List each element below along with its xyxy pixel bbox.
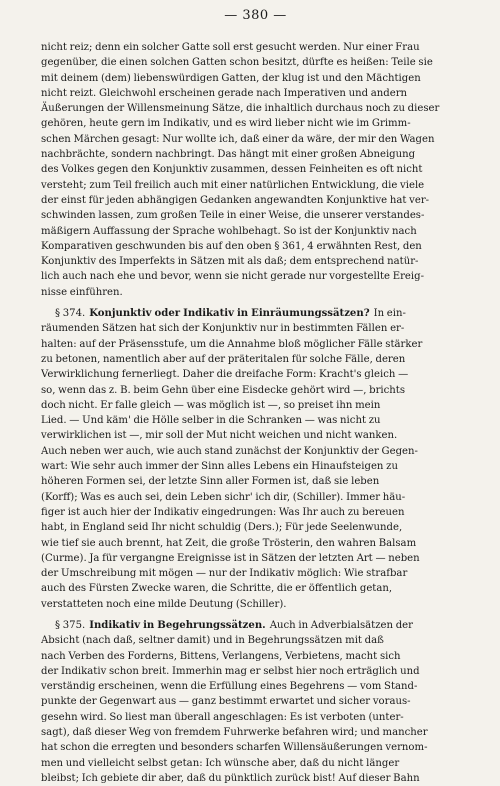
section-title: Indikativ in Begehrungssätzen. <box>89 619 266 631</box>
text-line: höheren Formen sei, der letzte Sinn aller Formen ist, daß sie leben <box>41 476 380 488</box>
text-fragment: In ein- <box>373 308 406 320</box>
text-line: Konjunktiv des Imperfekts in Sätzen mit als daß; dem entsprechend natür- <box>41 256 419 268</box>
text-line: Auch neben wer auch, wie auch stand zunächst der Konjunktiv der Gegen- <box>41 445 418 457</box>
text-line: nicht reizt. Gleichwohl erscheinen gerade nach Imperativen und andern <box>41 87 408 99</box>
text-line: sagt), daß dieser Weg von fremdem Fuhrwerke befahren wird; und mancher <box>41 727 428 739</box>
text-line: Absicht (nach daß, seltner damit) und in Begehrungssätzen mit daß <box>41 635 384 647</box>
text-line: schen Märchen gesagt: Nur wollte ich, daß einer da wäre, der mir den Wagen <box>41 133 435 145</box>
text-line: nisse einführen. <box>41 286 123 298</box>
paragraph-intro <box>41 40 470 300</box>
text-line: halten: auf der Präsensstufe, um die Annahme bloß möglicher Fälle stärker <box>41 338 423 350</box>
text-line: zu betonen, namentlich aber auf der präteritalen für solche Fälle, deren <box>41 353 406 365</box>
text-line: nachbrächte, sondern nachbringt. Das hängt mit einer großen Abneigung <box>41 149 416 161</box>
text-line: des Volkes gegen den Konjunktiv zusammen, dessen Feinheiten es oft nicht <box>41 164 423 176</box>
text-line: Äußerungen der Willensmeinung Sätze, die inhaltlich durchaus noch zu dieser <box>41 103 440 115</box>
text-line: verständig erscheinen, wenn die Erfüllung eines Begehrens — vom Stand- <box>41 681 418 693</box>
text-line: mäßigern Auffassung der Sprache wohlbehagt. So ist der Konjunktiv nach <box>41 225 417 237</box>
text-line: (Curme). Ja für vergangne Ereignisse ist in Sätzen der letzten Art — neben <box>41 552 420 564</box>
text-line: verwirklichen ist —, mir soll der Mut nicht weichen und nicht wanken. <box>41 430 398 442</box>
text-line: figer ist auch hier der Indikativ eingedrungen: Was Ihr auch zu bereuen <box>41 506 405 518</box>
section-375 <box>41 618 470 786</box>
text-line: der Umschreibung mit mögen — nur der Indikativ möglich: Wie strafbar <box>41 568 408 580</box>
text-line: so, wenn das z. B. beim Gehn über eine Eisdecke gehört wird —, brichts <box>41 384 406 396</box>
text-line: Lied. — Und käm' die Hölle selber in die Schranken — was nicht zu <box>41 415 381 427</box>
text-line: schwinden lassen, zum großen Teile in einer Weise, die unserer verstandes- <box>41 210 425 222</box>
text-line: wart: Wie sehr auch immer der Sinn alles Lebens ein Hinaufsteigen zu <box>41 461 398 473</box>
text-line: Verwirklichung fernerliegt. Daher die dreifache Form: Kracht's gleich — <box>41 369 409 381</box>
text-line: nach Verben des Forderns, Bittens, Verlangens, Verbietens, macht sich <box>41 650 401 662</box>
section-number: § 375. <box>55 619 86 631</box>
section-number: § 374. <box>55 308 86 320</box>
text-fragment: Auch in Adverbialsätzen der <box>269 619 413 631</box>
text-line: verstatteten noch eine milde Deutung (Schiller). <box>41 598 287 610</box>
section-heading-line <box>41 306 470 321</box>
text-line: der einst für jeden abhängigen Gedanken angewandten Konjunktive hat ver- <box>41 194 430 206</box>
section-heading-line <box>41 618 470 633</box>
text-line: gehören, heute gern im Indikativ, und es wird lieber nicht wie im Grimm- <box>41 118 411 130</box>
text-line: habt, in England seid Ihr nicht schuldig (Ders.); Für jede Seelenwunde, <box>41 522 403 534</box>
text-line: versteht; zum Teil freilich auch mit einer natürlichen Entwicklung, die viele <box>41 179 425 191</box>
text-line: auch des Fürsten Zwecke waren, die Schritte, die er öffentlich getan, <box>41 583 393 595</box>
text-line: gesehn wird. So liest man überall angeschlagen: Es ist verboten (unter- <box>41 711 404 723</box>
text-line: bleibst; Ich gebiete dir aber, daß du pünktlich zurück bist! Auf dieser Bahn <box>41 772 420 784</box>
text-line: (Korff); Was es auch sei, dein Leben sichr' ich dir, (Schiller). Immer häu- <box>41 491 406 503</box>
text-line: wie tief sie auch brennt, hat Zeit, die große Trösterin, den wahren Balsam <box>41 537 417 549</box>
section-374 <box>41 306 470 612</box>
text-line: lich auch nach ehe und bevor, wenn sie nicht gerade nur vorgestellte Ereig- <box>41 271 424 283</box>
text-line: hat schon die erregten und besonders scharfen Willensäußerungen vernom- <box>41 742 428 754</box>
text-line: räumenden Sätzen hat sich der Konjunktiv nur in bestimmten Fällen er- <box>41 323 405 335</box>
text-line: gegenüber, die einen solchen Gatten schon besitzt, dürfte es heißen: Teile sie <box>41 57 433 69</box>
text-line: der Indikativ schon breit. Immerhin mag er selbst hier noch erträglich und <box>41 665 420 677</box>
text-line: doch nicht. Er falle gleich — was möglich ist —, so preiset ihn mein <box>41 399 381 411</box>
text-line: mit deinem (dem) liebenswürdigen Gatten, der klug ist und den Mächtigen <box>41 72 421 84</box>
page-number: — 380 — <box>224 8 287 23</box>
text-line: men und vielleicht selbst getan: Ich wünsche aber, daß du nicht länger <box>41 757 400 769</box>
text-line: nicht reiz; denn ein solcher Gatte soll erst gesucht werden. Nur einer Frau <box>41 42 420 53</box>
section-title: Konjunktiv oder Indikativ in Einräumungssätzen? <box>89 308 370 320</box>
text-line: Komparativen geschwunden bis auf den oben § 361, 4 erwähnten Rest, den <box>41 240 422 252</box>
text-line: punkte der Gegenwart aus — ganz bestimmt erwartet und sicher voraus- <box>41 696 411 708</box>
